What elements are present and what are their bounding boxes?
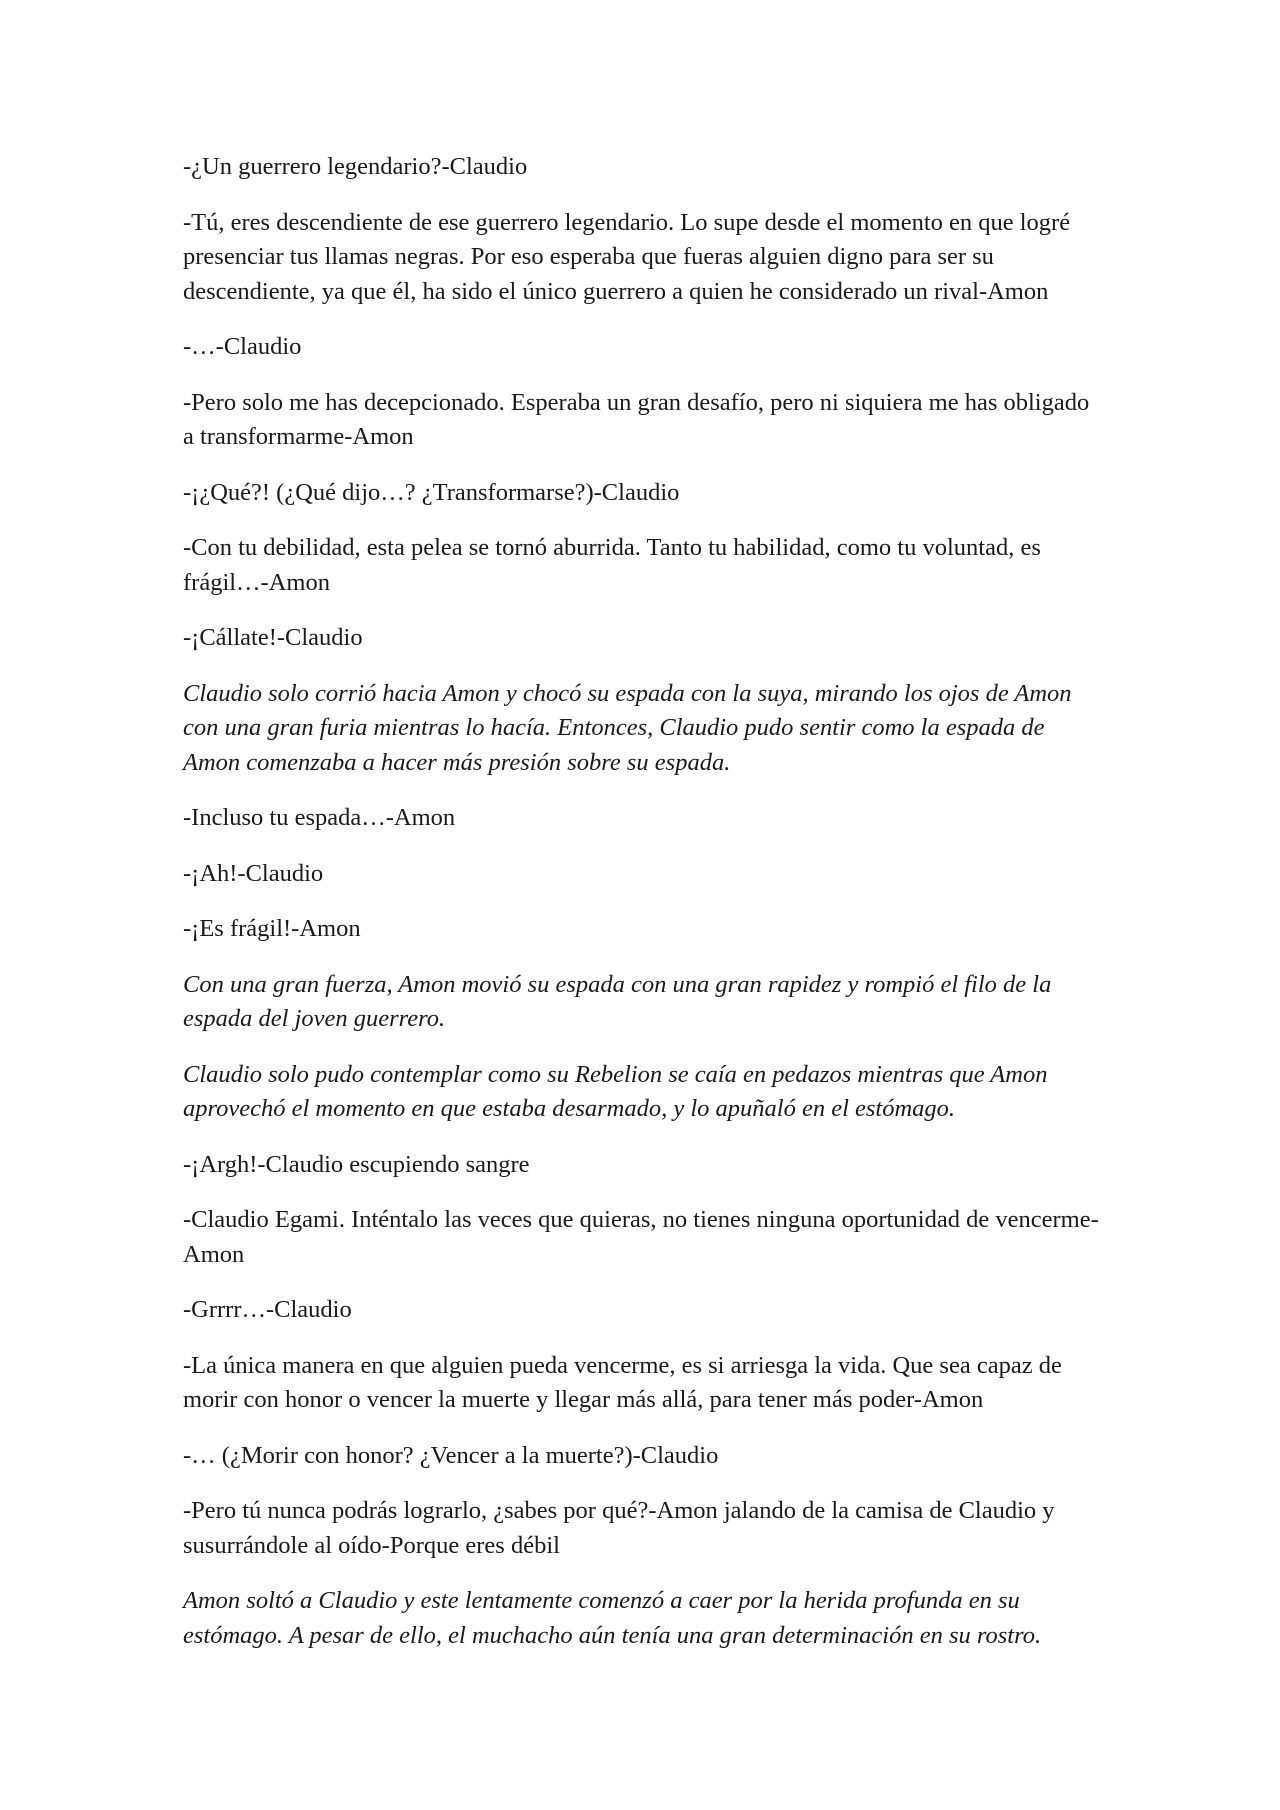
dialogue-paragraph: -Grrrr…-Claudio	[183, 1296, 352, 1323]
dialogue-paragraph: -¡Cállate!-Claudio	[183, 624, 363, 651]
narration-paragraph: Claudio solo corrió hacia Amon y chocó su espada con la suya, mirando los ojos de Amon con una gran furia mientras lo hacía. Entonces, Claudio pudo sentir como la espada de Amon comenzaba a hacer más presión sobre su espada.	[183, 679, 1072, 776]
dialogue-paragraph: -¡Ah!-Claudio	[183, 859, 324, 887]
dialogue-paragraph: -¿Un guerrero legendario?-Claudio	[183, 153, 528, 180]
narration-paragraph: Claudio solo pudo contemplar como su Rebelion se caía en pedazos mientras que Amon aprovechó el momento en que estaba desarmado, y lo apuñaló en el estómago.	[183, 1060, 1048, 1122]
dialogue-paragraph: -Con tu debilidad, esta pelea se tornó aburrida. Tanto tu habilidad, como tu voluntad, es frágil…-Amon	[183, 534, 1041, 596]
document-page	[183, 150, 1103, 1674]
dialogue-paragraph: -¡Es frágil!-Amon	[183, 915, 361, 942]
dialogue-paragraph: -…-Claudio	[183, 333, 302, 360]
dialogue-paragraph: -Claudio Egami. Inténtalo las veces que quieras, no tienes ninguna oportunidad de vencerme-Amon	[183, 1206, 1099, 1268]
dialogue-paragraph: -¡Argh!-Claudio escupiendo sangre	[183, 1150, 530, 1178]
dialogue-paragraph: -La única manera en que alguien pueda vencerme, es si arriesga la vida. Que sea capaz de morir con honor o vencer la muerte y llegar más allá, para tener más poder-Amon	[183, 1351, 1062, 1413]
dialogue-paragraph: -Tú, eres descendiente de ese guerrero legendario. Lo supe desde el momento en que logré presenciar tus llamas negras. Por eso esperaba que fueras alguien digno para ser su descendiente, ya que él, ha sido el único guerrero a quien he considerado un rival-Amon	[183, 208, 1071, 305]
dialogue-paragraph: -Pero solo me has decepcionado. Esperaba un gran desafío, pero ni siquiera me has obligado a transformarme-Amon	[183, 388, 1090, 450]
dialogue-paragraph: -Pero tú nunca podrás lograrlo, ¿sabes por qué?-Amon jalando de la camisa de Claudio y susurrándole al oído-Porque eres débil	[183, 1497, 1055, 1559]
dialogue-paragraph: -… (¿Morir con honor? ¿Vencer a la muerte?)-Claudio	[183, 1441, 719, 1469]
dialogue-paragraph: -¡¿Qué?! (¿Qué dijo…? ¿Transformarse?)-Claudio	[183, 478, 680, 506]
narration-paragraph: Amon soltó a Claudio y este lentamente comenzó a caer por la herida profunda en su estómago. A pesar de ello, el muchacho aún tenía una gran determinación en su rostro.	[183, 1587, 1042, 1649]
narration-paragraph: Con una gran fuerza, Amon movió su espada con una gran rapidez y rompió el filo de la espada del joven guerrero.	[183, 970, 1052, 1032]
dialogue-paragraph: -Incluso tu espada…-Amon	[183, 804, 456, 831]
